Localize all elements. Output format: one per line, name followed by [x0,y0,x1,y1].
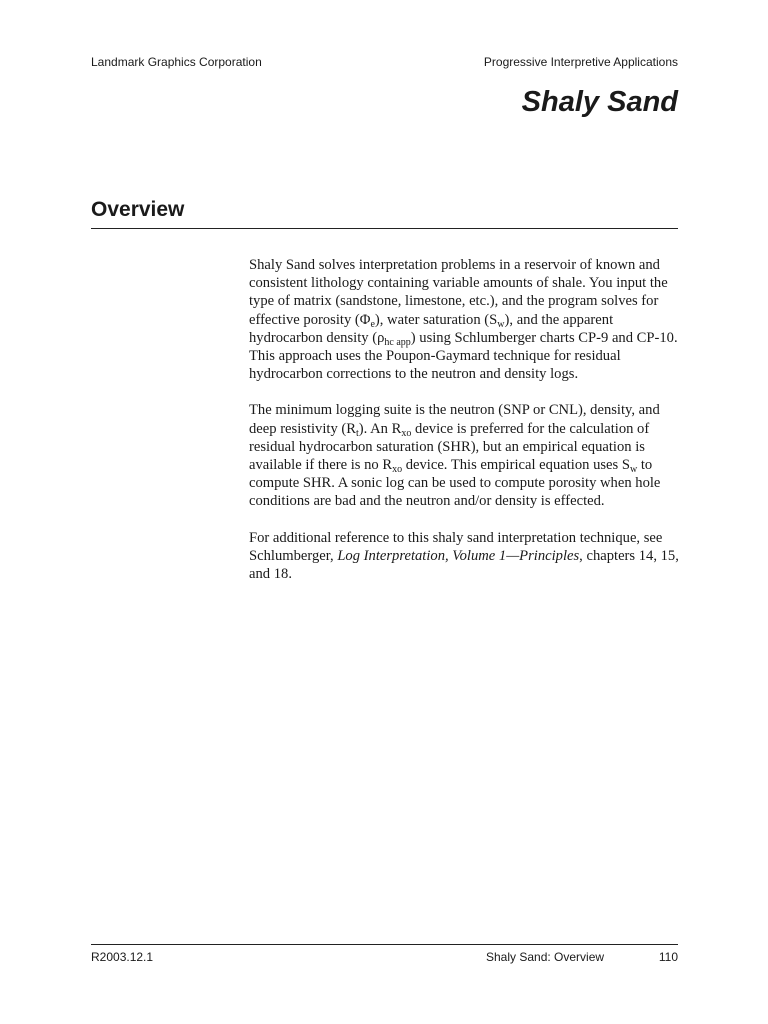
reference-title: Log Interpretation, Volume 1—Principles [337,547,580,564]
footer-version: R2003.12.1 [91,950,154,964]
paragraph-overview: Shaly Sand solves interpretation problems in a reservoir of known and consistent lithology containing variable amounts of shale. You input the type of matrix (sandstone, limestone, etc.), and the program solves for effective porosity $(\Phi_e)$, water saturation $(S_w)$, and the apparent hydrocarbon density $(\rho_{hc app})$ using Schlumberger charts CP-9 and CP-10. This approach uses the Poupon-Gaymard technique for residual hydrocarbon corrections to the neutron and density logs. [249,257,678,383]
paragraph-logging-suite: The minimum logging suite is the neutron (SNP or CNL), density, and deep resistivity $(R_t)$. An $R_{xo}$ device is preferred for the calculation of residual hydrocarbon saturation (SHR), but an empirical equation is available if there is no $R_{xo}$ device. This empirical equation uses $S_w$ to compute SHR. A sonic log can be used to compute porosity when hole conditions are bad and the neutron and/or density is effected. [249,402,661,510]
running-header-product: Progressive Interpretive Applications [483,55,678,69]
section-heading: Overview [91,198,185,221]
section-divider [91,228,678,229]
paragraph-reference: For additional reference to this shaly sand interpretation technique, see Schlumberger, Log Interpretation, Volume 1—Principles, chapters 14, 15, and 18. [249,529,679,583]
footer-divider [91,944,678,945]
body-text [249,256,681,601]
running-header-company: Landmark Graphics Corporation [91,55,262,69]
footer-section-title: Shaly Sand: Overview [486,950,605,964]
page-title: Shaly Sand [521,86,678,118]
page-number: 110 [658,950,678,964]
